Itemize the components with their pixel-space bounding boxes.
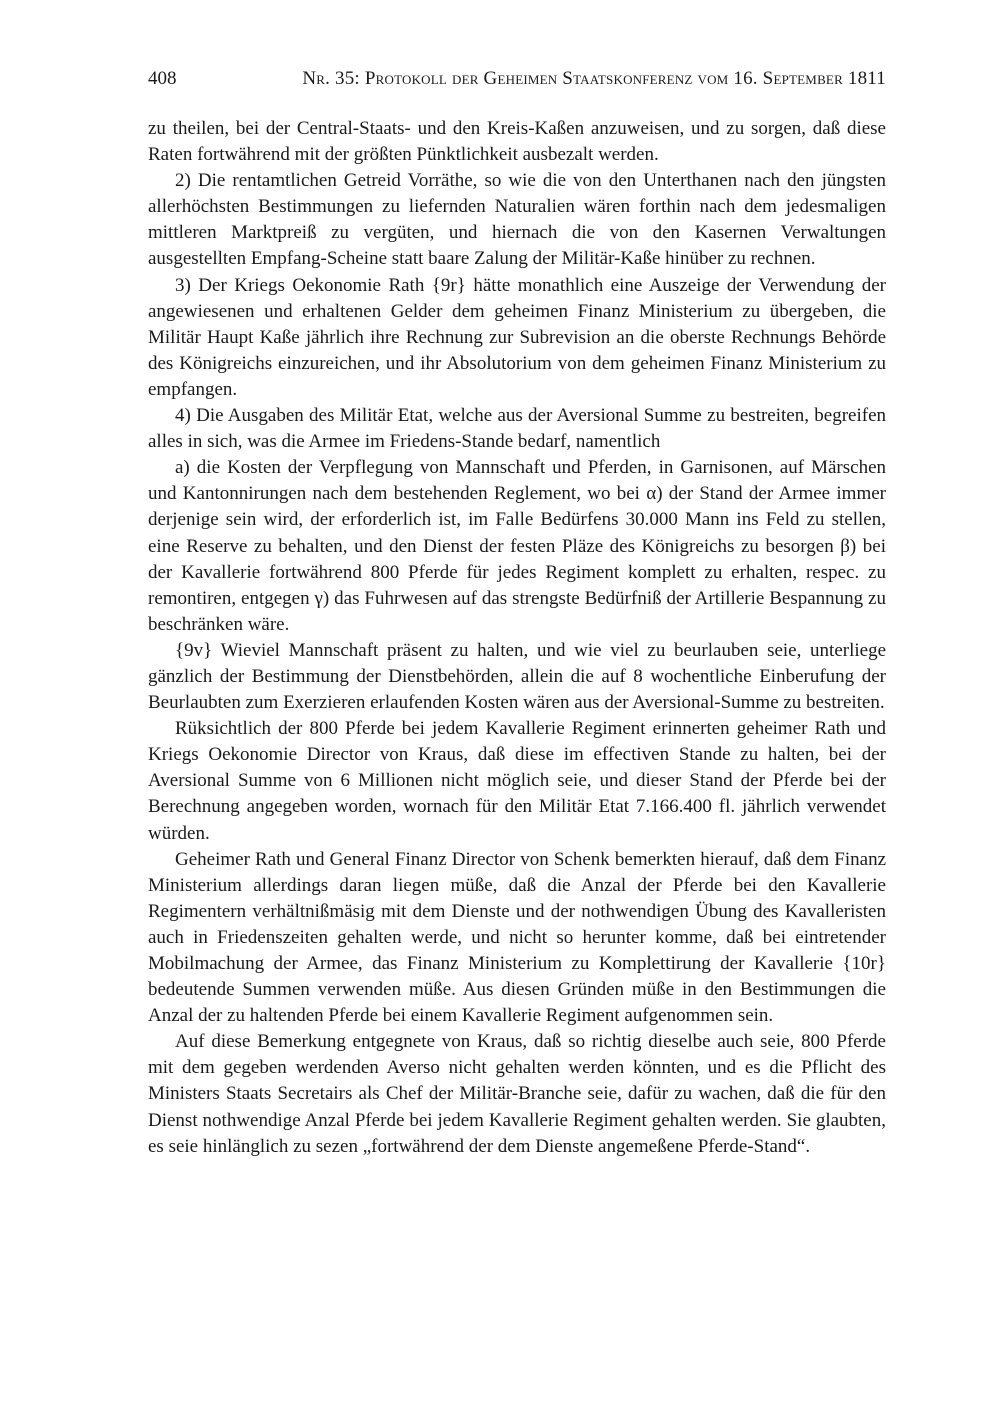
- paragraph-item-3: 3) Der Kriegs Oekonomie Rath {9r} hätte monathlich eine Auszeige der Verwendung der angewiesenen und erhaltenen Gelder dem geheimen Finanz Ministerium zu übergeben, die Militär Haupt Kaße jährlich ihre Rechnung zur Subrevision an die oberste Rechnungs Behörde des Königreichs einzureichen, und ihr Absolutorium von dem geheimen Finanz Ministerium zu empfangen.: [148, 274, 886, 400]
- paragraph-kraus-reply: Auf diese Bemerkung entgegnete von Kraus, daß so richtig dieselbe auch seie, 800 Pferde mit dem gegeben werdenden Averso nicht gehalten werden könnten, und es die Pflicht des Ministers Staats Secretairs als Chef der Militär-Branche seie, dafür zu wachen, daß die für den Dienst nothwendige Anzal Pferde bei jedem Kavallerie Regiment gehalten werden. Sie glaubten, es seie hinlänglich zu sezen „fortwährend der dem Dienste angemeßene Pferde-Stand“.: [148, 1031, 886, 1157]
- page-number: 408: [148, 68, 177, 89]
- paragraph-kraus-remark: Rüksichtlich der 800 Pferde bei jedem Kavallerie Regiment erinnerten geheimer Rath und Kriegs Oekonomie Director von Kraus, daß diese im effectiven Stande zu halten, bei der Aversional Summe von 6 Millionen nicht möglich seie, und dieser Stand der Pferde bei der Berechnung angegeben worden, wornach für den Militär Etat 7.166.400 fl. jährlich verwendet würden.: [148, 718, 886, 844]
- running-header: [148, 64, 886, 94]
- document-page: [148, 64, 886, 1160]
- paragraph-mannschaft: {9v} Wieviel Mannschaft präsent zu halten, und wie viel zu beurlauben seie, unterliege gänzlich der Bestimmung der Dienstbehörden, allein die auf 8 wochentliche Einberufung der Beurlaubten zum Exerzieren erlaufenden Kosten wären aus der Aversional-Summe zu bestreiten.: [148, 639, 886, 714]
- body-text: [148, 116, 886, 1160]
- paragraph-schenk-remark: Geheimer Rath und General Finanz Director von Schenk bemerkten hierauf, daß dem Finanz Ministerium allerdings daran liegen müße, daß die Anzal der Pferde bei den Kavallerie Regimentern verhältnißmäsig mit dem Dienste und der nothwendigen Übung des Kavalleristen auch in Friedenszeiten gehalten werde, und nicht so herunter komme, daß bei eintretender Mobilmachung der Armee, das Finanz Ministerium zu Komplettirung der Kavallerie {10r} bedeutende Summen verwenden müße. Aus diesen Gründen müße in den Bestimmungen die Anzal der zu haltenden Pferde bei einem Kavallerie Regiment aufgenommen sein.: [148, 848, 886, 1027]
- running-title: Nr. 35: Protokoll der Geheimen Staatskonferenz vom 16. September 1811: [302, 68, 886, 89]
- paragraph-continuation: zu theilen, bei der Central-Staats- und den Kreis-Kaßen anzuweisen, und zu sorgen, daß diese Raten fortwährend mit der größten Pünktlichkeit ausbezalt werden.: [148, 118, 886, 166]
- paragraph-item-2: 2) Die rentamtlichen Getreid Vorräthe, so wie die von den Unterthanen nach den jüngsten allerhöchsten Bestimmungen zu liefernden Naturalien wären forthin nach dem jedesmaligen mittleren Marktpreiß zu vergüten, und hiernach die von den Kasernen Verwaltungen ausgestellten Empfang-Scheine statt baare Zalung der Militär-Kaße hinüber zu rechnen.: [148, 170, 886, 270]
- paragraph-item-4a: a) die Kosten der Verpflegung von Mannschaft und Pferden, in Garnisonen, auf Märschen und Kantonnirungen nach dem bestehenden Reglement, wo bei α) der Stand der Armee immer derjenige sein wird, der erforderlich ist, im Falle Bedürfens 30.000 Mann ins Feld zu stellen, eine Reserve zu behalten, und den Dienst der festen Pläze des Königreichs zu besorgen β) bei der Kavallerie fortwährend 800 Pferde für jedes Regiment komplett zu erhalten, respec. zu remontiren, entgegen γ) das Fuhrwesen auf das strengste Bedürfniß der Artillerie Bespannung zu beschränken wäre.: [148, 457, 886, 635]
- paragraph-item-4: 4) Die Ausgaben des Militär Etat, welche aus der Aversional Summe zu bestreiten, begreifen alles in sich, was die Armee im Friedens-Stande bedarf, namentlich: [148, 405, 886, 453]
